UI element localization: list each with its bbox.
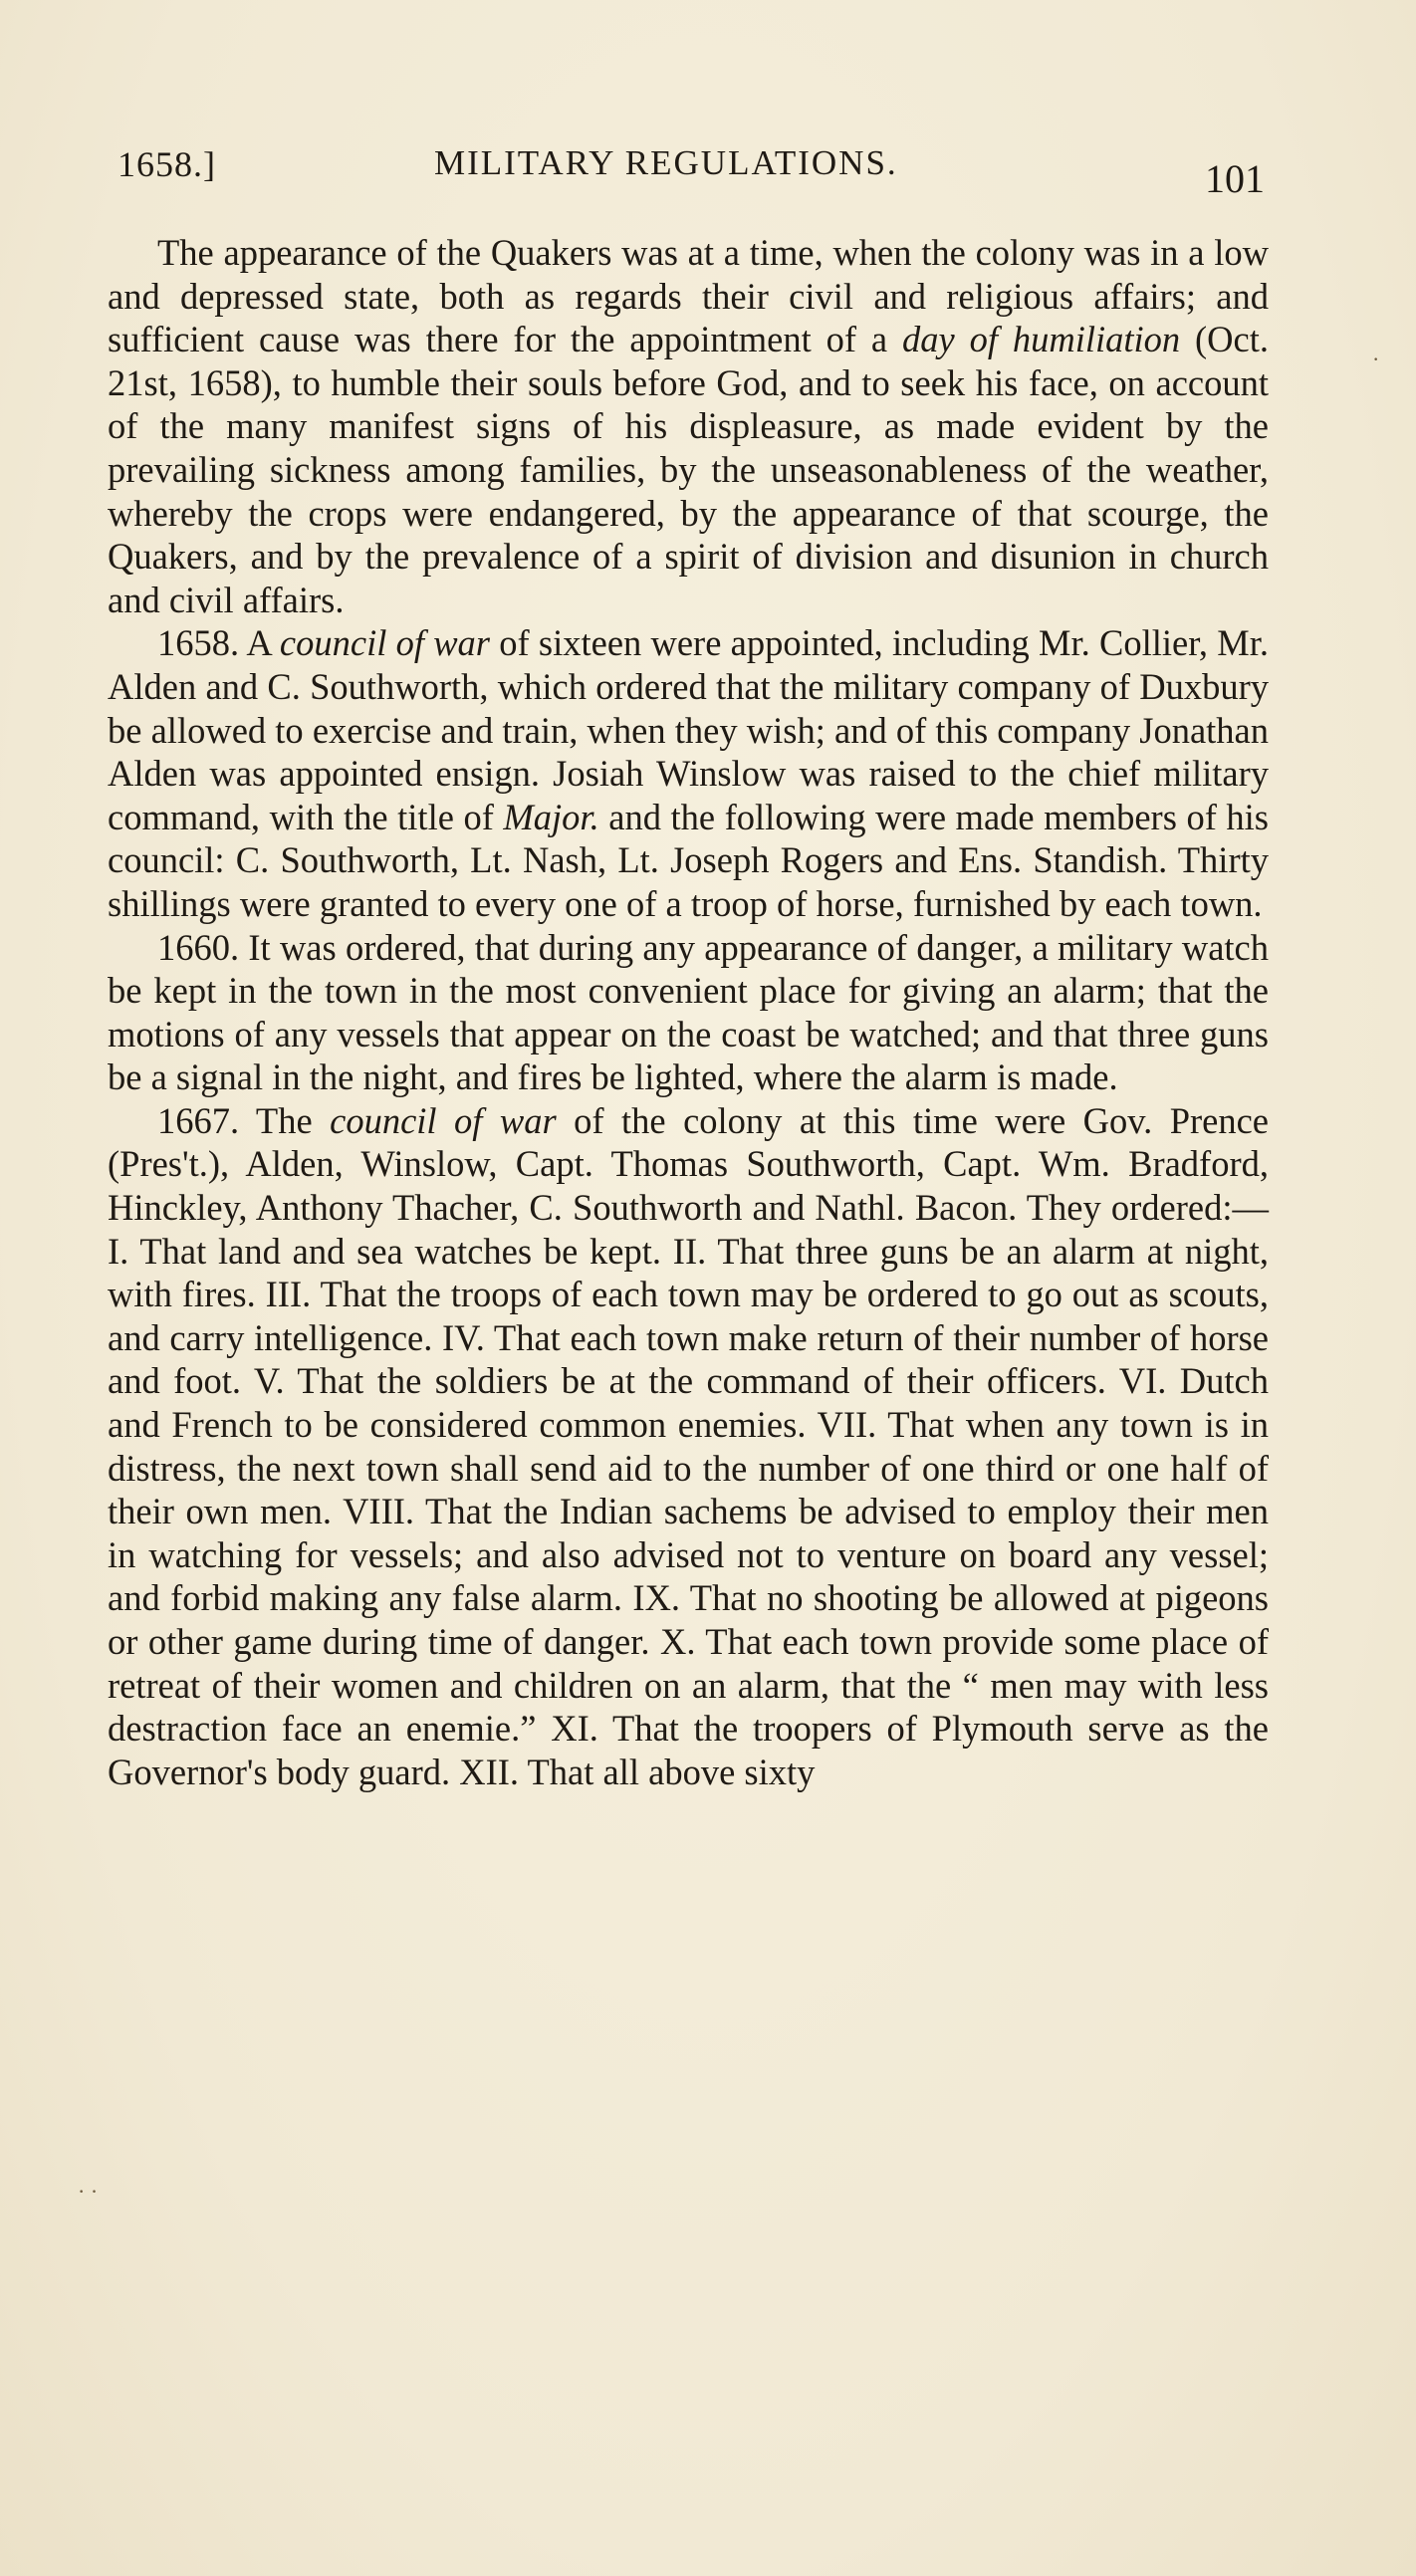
year-lead: 1667. [157,1099,240,1141]
body-text [108,231,1269,1793]
emphasis-major: Major. [503,796,599,837]
year-lead: 1660. [157,926,240,968]
year-lead: 1658. [157,622,240,664]
running-head-title: MILITARY REGULATIONS. [434,143,898,182]
emphasis-day-of-humiliation: day of humiliation [902,319,1181,360]
margin-speck: · [1372,347,1380,371]
margin-speck: · · [78,2179,99,2204]
running-head-year: 1658.] [118,144,216,184]
paragraph-1660: 1660. It was ordered, that during any appearance of danger, a military watch be kept in the town in the most convenient place for giving an alarm; that the motions of any vessels that appear on the coast be watched; and that three guns be a signal in the night, and fires be lighted, where the alarm is made. [108,926,1269,1098]
page-number: 101 [1205,156,1265,201]
paragraph-1658: 1658. A council of war of sixteen were appointed, including Mr. Collier, Mr. Alden and C. Southworth, which ordered that the military company of Duxbury be allowed to exercise and train, when they wish; and of this company Jonathan Alden was appointed ensign. Josiah Winslow was raised to the chief military command, with the title of Major. and the following were made members of his council: C. Southworth, Lt. Nash, Lt. Joseph Rogers and Ens. Standish. Thirty shillings were granted to every one of a troop of horse, furnished by each town. [108,622,1269,924]
emphasis-council-of-war-1667: council of war [330,1099,557,1141]
emphasis-council-of-war: council of war [279,622,491,664]
paragraph-quakers: The appearance of the Quakers was at a time, when the colony was in a low and depressed state, both as regards their civil and religious affairs; and sufficient cause was there for the appointment of a day of humiliation (Oct. 21st, 1658), to humble their souls before God, and to seek his face, on account of the many manifest signs of his displeasure, as made evident by the prevailing sickness among families, by the unseasonableness of the weather, whereby the crops were endangered, by the appearance of that scourge, the Quakers, and by the prevalence of a spirit of division and disunion in church and civil affairs. [108,232,1270,620]
running-head [118,139,1265,209]
paragraph-1667: 1667. The council of war of the colony at this time were Gov. Prence (Pres't.), Alden, Winslow, Capt. Thomas Southworth, Capt. Wm. Bradford, Hinckley, Anthony Thacher, C. Southworth and Nathl. Bacon. They ordered:— I. That land and sea watches be kept. II. That three guns be an alarm at night, with fires. III. That the troops of each town may be ordered to go out as scouts, and carry intelligence. IV. That each town make return of their number of horse and foot. V. That the soldiers be at the command of their officers. VI. Dutch and French to be considered common enemies. VII. That when any town is in distress, the next town shall send aid to the number of one third or one half of their own men. VIII. That the Indian sachems be advised to employ their men in watching for vessels; and also advised not to venture on board any vessel; and forbid making any false alarm. IX. That no shooting be allowed at pigeons or other game during time of danger. X. That each town provide some place of retreat of their women and children on an alarm, that the “ men may with less destraction face an enemie.” XI. That the troopers of Plymouth serve as the Governor's body guard. XII. That all above sixty [108,1099,1270,1792]
